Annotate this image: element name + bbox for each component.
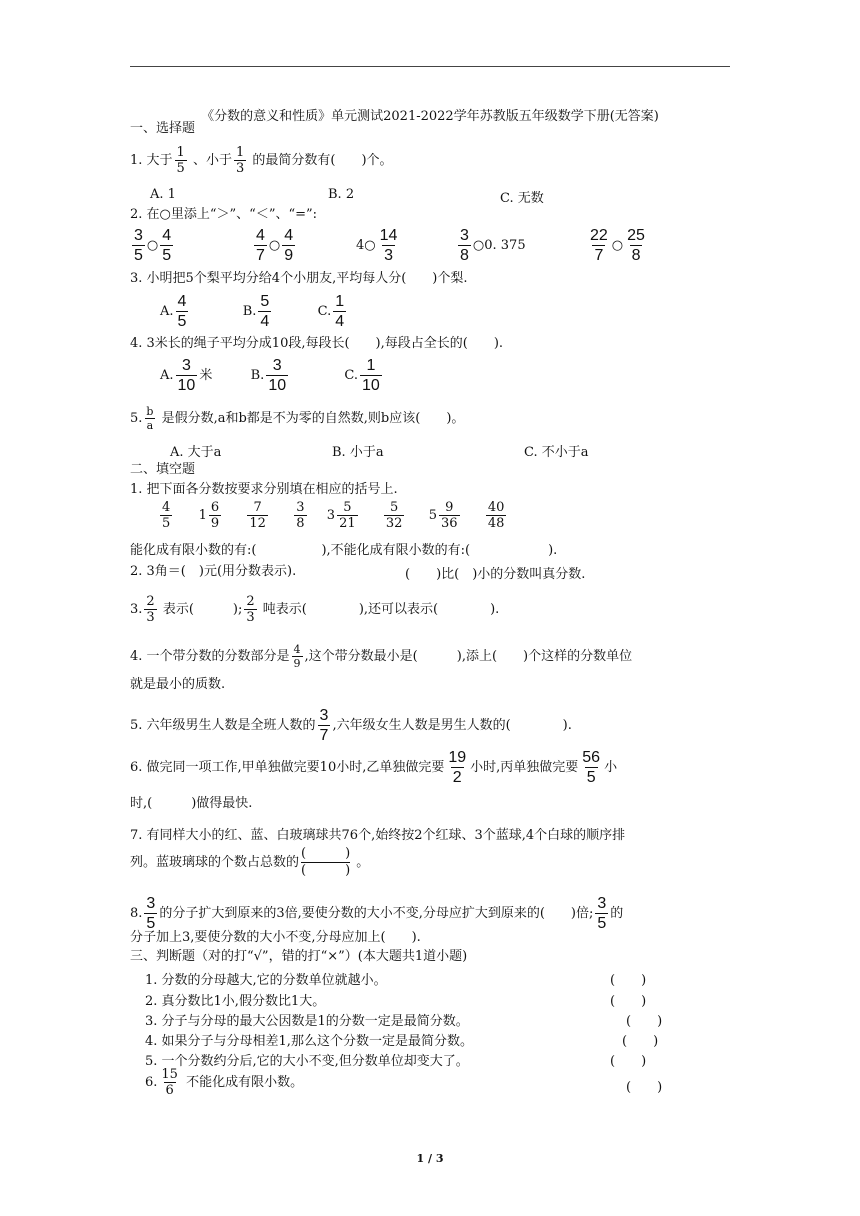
q2-1-answer-line: 能化成有限小数的有:( ),不能化成有限小数的有:( ).: [130, 543, 558, 558]
judge-item-6: 6. $\frac{15}{6}$ 不能化成有限小数。: [145, 1067, 304, 1098]
question-2-7: 7. 有同样大小的红、蓝、白玻璃球共76个,始终按2个红球、3个蓝球,4个白球的顺序排: [130, 828, 626, 843]
judge-mark-4: ( ): [622, 1034, 659, 1049]
judge-item-2: 2. 真分数比1小,假分数比1大。: [145, 994, 326, 1009]
question-2-3: 3. $\frac{2}{3}$ 表示( ); $\frac{2}{3}$ 吨表示( ),还可以表示( ).: [130, 594, 500, 625]
judge-mark-5: ( ): [610, 1054, 647, 1069]
q-text: 、小于: [188, 153, 232, 168]
question-2-4: 4. 一个带分数的分数部分是 $\frac{4}{9}$ ,这个带分数最小是( ),添上( )个这样的分数单位: [130, 643, 633, 670]
question-2-6-cont: 时,( )做得最快.: [130, 796, 253, 811]
judge-mark-3: ( ): [626, 1014, 663, 1029]
fraction: $\frac{1}{3}$: [235, 145, 245, 176]
q-text: 1. 大于: [130, 153, 173, 168]
fraction: $\frac{1}{5}$: [176, 145, 185, 176]
question-1-5: 5. $\frac{b}{a}$ 是假分数,a和b都是不为零的自然数,则b应该( )。: [130, 405, 465, 432]
question-2-4-cont: 就是最小的质数.: [130, 677, 226, 692]
question-2-7-cont: 列。蓝玻璃球的个数占总数的 ( ) ( ) 。: [130, 846, 370, 878]
judge-item-5: 5. 一个分数约分后,它的大小不变,但分数单位却变大了。: [145, 1054, 469, 1069]
q3-options: A. $\frac{4}{5}$ B. $\frac{5}{4}$ C. $\frac{1}{4}$: [160, 293, 345, 330]
compare-expr-3: 4○ $\frac{14}{3}$: [356, 227, 398, 264]
judge-item-3: 3. 分子与分母的最大公因数是1的分数一定是最简分数。: [145, 1014, 469, 1029]
question-1-2: 2. 在○里添上“＞”、“＜”、“=”:: [130, 207, 318, 222]
compare-expr-4: $\frac{3}{8}$ ○0. 375: [460, 227, 526, 264]
question-1-1: [130, 145, 393, 176]
question-2-2b: ( )比( )小的分数叫真分数.: [405, 567, 586, 582]
q4-options: A. $\frac{3}{10}$ 米 B. $\frac{3}{10}$ C. $\frac{1}{10}$: [160, 357, 380, 394]
section-heading-judge: 三、判断题（对的打“√”，错的打“×”）(本大题共1道小题): [130, 949, 468, 964]
section-heading-choice: 一、选择题: [130, 121, 196, 136]
judge-item-1: 1. 分数的分母越大,它的分数单位就越小。: [145, 973, 387, 988]
question-1-3: 3. 小明把5个梨平均分给4个小朋友,平均每人分( )个梨.: [130, 271, 468, 286]
q5-option-b: B. 小于a: [332, 445, 384, 460]
question-2-8-cont: 分子加上3,要使分数的大小不变,分母应加上( ).: [130, 930, 421, 945]
question-2-1: 1. 把下面各分数按要求分别填在相应的括号上.: [130, 482, 398, 497]
question-2-2a: 2. 3角＝( )元(用分数表示).: [130, 564, 297, 579]
judge-item-4: 4. 如果分子与分母相差1,那么这个分数一定是最简分数。: [145, 1034, 473, 1049]
q5-option-a: A. 大于a: [170, 445, 222, 460]
question-1-4: 4. 3米长的绳子平均分成10段,每段长( ),每段占全长的( ).: [130, 336, 504, 351]
question-2-8: 8. $\frac{3}{5}$ 的分子扩大到原来的3倍,要使分数的大小不变,分母应扩大到原来的( )倍; $\frac{3}{5}$ 的: [130, 895, 624, 932]
fraction-list: $\frac{4}{5}$ 1 $\frac{6}{9}$ $\frac{7}{12}$ $\frac{3}{8}$ 3 $\frac{5}{21}$ $\frac{5}{32}$ 5 $\frac{9}{36}$ $\frac{40}{48}$: [162, 500, 505, 531]
question-2-6: 6. 做完同一项工作,甲单独做完要10小时,乙单独做完要 $\frac{19}{2}$ 小时,丙单独做完要 $\frac{56}{5}$ 小: [130, 749, 618, 786]
option-b: B. 2: [328, 187, 355, 202]
section-heading-fill: 二、填空题: [130, 462, 196, 477]
compare-expr-1: $\frac{3}{5}$ ○ $\frac{4}{5}$: [134, 227, 172, 264]
option-c: C. 无数: [500, 191, 544, 206]
q5-option-c: C. 不小于a: [524, 445, 589, 460]
judge-mark-1: ( ): [610, 973, 647, 988]
compare-expr-5: $\frac{22}{7}$ ○ $\frac{25}{8}$: [590, 227, 645, 264]
judge-mark-6: ( ): [626, 1080, 663, 1095]
judge-mark-2: ( ): [610, 994, 647, 1009]
question-2-5: 5. 六年级男生人数是全班人数的 $\frac{3}{7}$ ,六年级女生人数是男生人数的( ).: [130, 707, 572, 744]
header-rule: [130, 66, 730, 67]
page-number: 1 / 3: [416, 1152, 444, 1165]
option-a: A. 1: [150, 187, 176, 202]
q-text: 的最简分数有( )个。: [248, 153, 393, 168]
document-title: 《分数的意义和性质》单元测试2021-2022学年苏教版五年级数学下册(无答案): [201, 109, 659, 124]
compare-expr-2: $\frac{4}{7}$ ○ $\frac{4}{9}$: [256, 227, 294, 264]
